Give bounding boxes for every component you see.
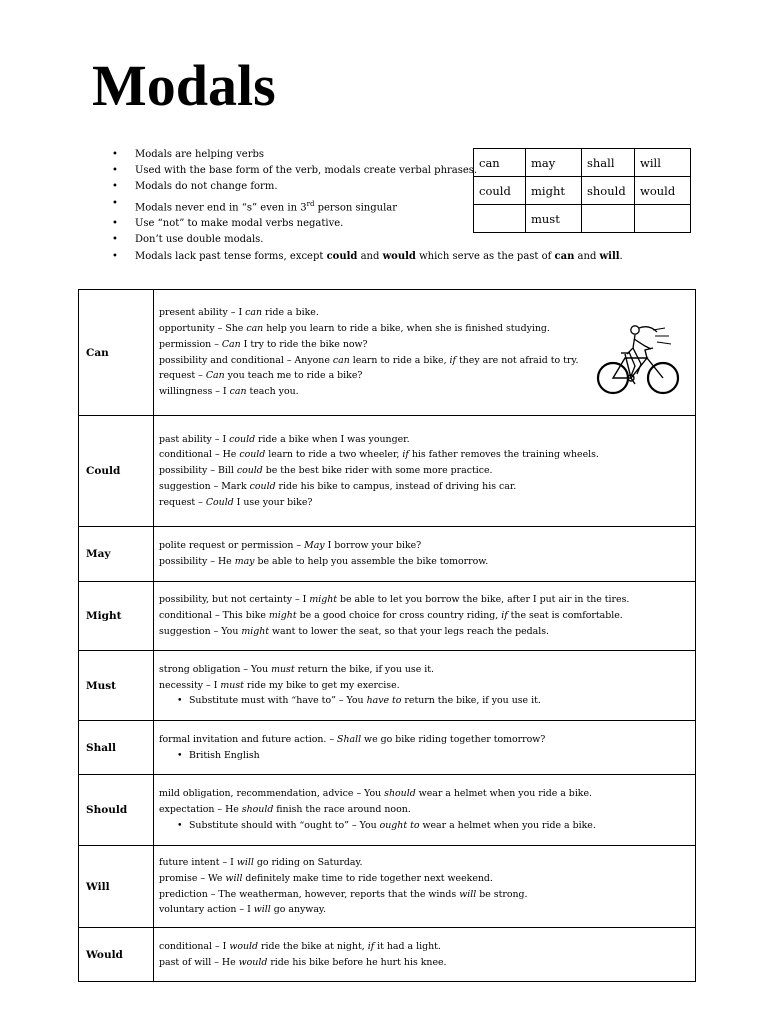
superscript: rd — [306, 199, 315, 208]
modal-italic: will — [225, 872, 243, 884]
grid-cell: will — [635, 149, 691, 177]
usage-example: prediction – The weatherman, however, reports that the winds will be strong. — [159, 888, 528, 900]
modal-name: Could — [79, 416, 154, 527]
rule-item: • Modals do not change form. — [112, 179, 632, 195]
modal-italic: must — [220, 679, 244, 691]
modal-usages — [154, 775, 696, 846]
usage-example: conditional – This bike might be a good choice for cross country riding, if the seat is comfortable. — [159, 610, 623, 622]
modal-name: Might — [79, 582, 154, 651]
modal-usages — [154, 582, 696, 651]
usage-example: suggestion – Mark could ride his bike to campus, instead of driving his car. — [159, 480, 517, 492]
modal-usages — [154, 846, 696, 928]
grid-cell: may — [526, 149, 582, 177]
usage-row — [79, 582, 696, 651]
rule-item: • Use “not” to make modal verbs negative. — [112, 216, 632, 232]
usage-subnote: • British English — [159, 748, 691, 764]
bold-word: will — [599, 250, 620, 262]
usage-example: past ability – I could ride a bike when I was younger. — [159, 433, 410, 445]
usage-example: request – Can you teach me to ride a bike? — [159, 370, 363, 382]
usage-row — [79, 846, 696, 928]
usage-example: promise – We will definitely make time to ride together next weekend. — [159, 872, 493, 884]
modal-italic: Can — [205, 370, 225, 382]
modal-italic: have to — [366, 695, 402, 707]
modal-italic: if — [402, 449, 409, 461]
grid-row — [474, 149, 691, 177]
grid-cell — [635, 205, 691, 233]
modal-name: Would — [79, 928, 154, 982]
usage-example: conditional – He could learn to ride a two wheeler, if his father removes the training wheels. — [159, 449, 599, 461]
bold-word: would — [382, 250, 416, 262]
usage-example: possibility and conditional – Anyone can learn to ride a bike, if they are not afraid to try. — [159, 354, 579, 366]
modal-usages — [154, 416, 696, 527]
modal-italic: could — [229, 433, 256, 445]
usage-row — [79, 651, 696, 721]
modal-italic: must — [271, 663, 295, 675]
modal-usages — [154, 527, 696, 582]
modal-italic: might — [241, 625, 270, 637]
usage-example: possibility, but not certainty – I might be able to let you borrow the bike, after I put air in the tires. — [159, 594, 630, 606]
usage-row — [79, 527, 696, 582]
modal-italic: would — [229, 940, 259, 952]
modal-italic: if — [501, 610, 508, 622]
modal-italic: will — [253, 904, 271, 916]
modal-italic: could — [239, 449, 266, 461]
modal-usages — [154, 290, 696, 416]
modal-italic: Shall — [337, 733, 362, 745]
modal-name: Shall — [79, 721, 154, 775]
modal-italic: can — [229, 385, 247, 397]
usage-example: suggestion – You might want to lower the seat, so that your legs reach the pedals. — [159, 625, 550, 637]
modal-name: Must — [79, 651, 154, 721]
usage-example: mild obligation, recommendation, advice – You should wear a helmet when you ride a bike. — [159, 788, 593, 800]
modal-usages — [154, 928, 696, 982]
page-title: Modals — [92, 53, 276, 118]
usage-example: permission – Can I try to ride the bike now? — [159, 338, 368, 350]
modal-italic: could — [236, 465, 263, 477]
modal-italic: might — [268, 610, 297, 622]
modal-italic: would — [238, 956, 268, 968]
rule-item: • Modals are helping verbs — [112, 147, 632, 163]
usage-example: possibility – He may be able to help you assemble the bike tomorrow. — [159, 556, 489, 567]
grid-cell: must — [526, 205, 582, 233]
modal-usages — [154, 651, 696, 721]
usage-row — [79, 775, 696, 846]
grid-cell — [474, 205, 526, 233]
modal-italic: should — [384, 788, 416, 800]
rule-item: • Don’t use double modals. — [112, 232, 632, 248]
usage-row — [79, 928, 696, 982]
usage-row — [79, 290, 696, 416]
modal-italic: Could — [205, 496, 234, 508]
usage-example: formal invitation and future action. – Shall we go bike riding together tomorrow? — [159, 733, 546, 745]
usage-example: expectation – He should finish the race around noon. — [159, 804, 411, 816]
usage-example: voluntary action – I will go anyway. — [159, 904, 326, 916]
rule-item: • Used with the base form of the verb, modals create verbal phrases. — [112, 163, 632, 179]
usage-example: opportunity – She can help you learn to ride a bike, when she is finished studying. — [159, 323, 550, 335]
modal-italic: might — [309, 594, 338, 606]
modal-verbs-grid — [473, 148, 691, 233]
usage-example: possibility – Bill could be the best bike rider with some more practice. — [159, 465, 493, 477]
modal-italic: Can — [221, 338, 241, 350]
modal-name: May — [79, 527, 154, 582]
modal-italic: should — [241, 804, 274, 816]
modal-italic: May — [304, 540, 325, 552]
grid-cell: shall — [582, 149, 635, 177]
modal-italic: will — [236, 857, 254, 869]
modal-italic: can — [246, 323, 264, 335]
bold-word: can — [554, 250, 575, 262]
grid-row — [474, 177, 691, 205]
modal-name: Will — [79, 846, 154, 928]
grid-row — [474, 205, 691, 233]
modal-italic: will — [459, 888, 477, 900]
usage-row — [79, 416, 696, 527]
grid-cell: would — [635, 177, 691, 205]
usage-example: willingness – I can teach you. — [159, 385, 299, 397]
bold-word: could — [326, 250, 358, 262]
usage-example: future intent – I will go riding on Saturday. — [159, 857, 363, 869]
usage-example: present ability – I can ride a bike. — [159, 307, 319, 319]
grid-cell: might — [526, 177, 582, 205]
usage-example: necessity – I must ride my bike to get my exercise. — [159, 679, 400, 691]
modal-usages — [154, 721, 696, 775]
grid-cell: should — [582, 177, 635, 205]
modal-italic: ought to — [379, 819, 420, 831]
modal-italic: can — [245, 307, 263, 319]
usage-subnote: • Substitute must with “have to” – You have to return the bike, if you use it. — [159, 693, 691, 709]
usage-example: polite request or permission – May I borrow your bike? — [159, 540, 422, 552]
usage-example: request – Could I use your bike? — [159, 496, 313, 508]
usage-example: past of will – He would ride his bike before he hurt his knee. — [159, 956, 447, 968]
modal-name: Should — [79, 775, 154, 846]
modal-italic: if — [449, 354, 456, 366]
modal-italic: if — [367, 940, 375, 952]
usage-example: strong obligation – You must return the bike, if you use it. — [159, 663, 434, 675]
modals-usage-table — [78, 289, 696, 982]
usage-subnote: • Substitute should with “ought to” – You ought to wear a helmet when you ride a bike. — [159, 818, 691, 834]
cyclist-icon — [595, 320, 681, 396]
rule-item: • Modals never end in “s” even in 3rd person singular — [112, 196, 632, 217]
grid-cell: could — [474, 177, 526, 205]
rule-item: • Modals lack past tense forms, except could and would which serve as the past of can and will. — [112, 249, 632, 265]
modal-italic: can — [332, 354, 350, 366]
grid-cell: can — [474, 149, 526, 177]
usage-example: conditional – I would ride the bike at night, if it had a light. — [159, 940, 441, 952]
modal-italic: could — [249, 480, 276, 492]
modal-italic: may — [234, 556, 255, 567]
grid-cell — [582, 205, 635, 233]
modal-name: Can — [79, 290, 154, 416]
usage-row — [79, 721, 696, 775]
